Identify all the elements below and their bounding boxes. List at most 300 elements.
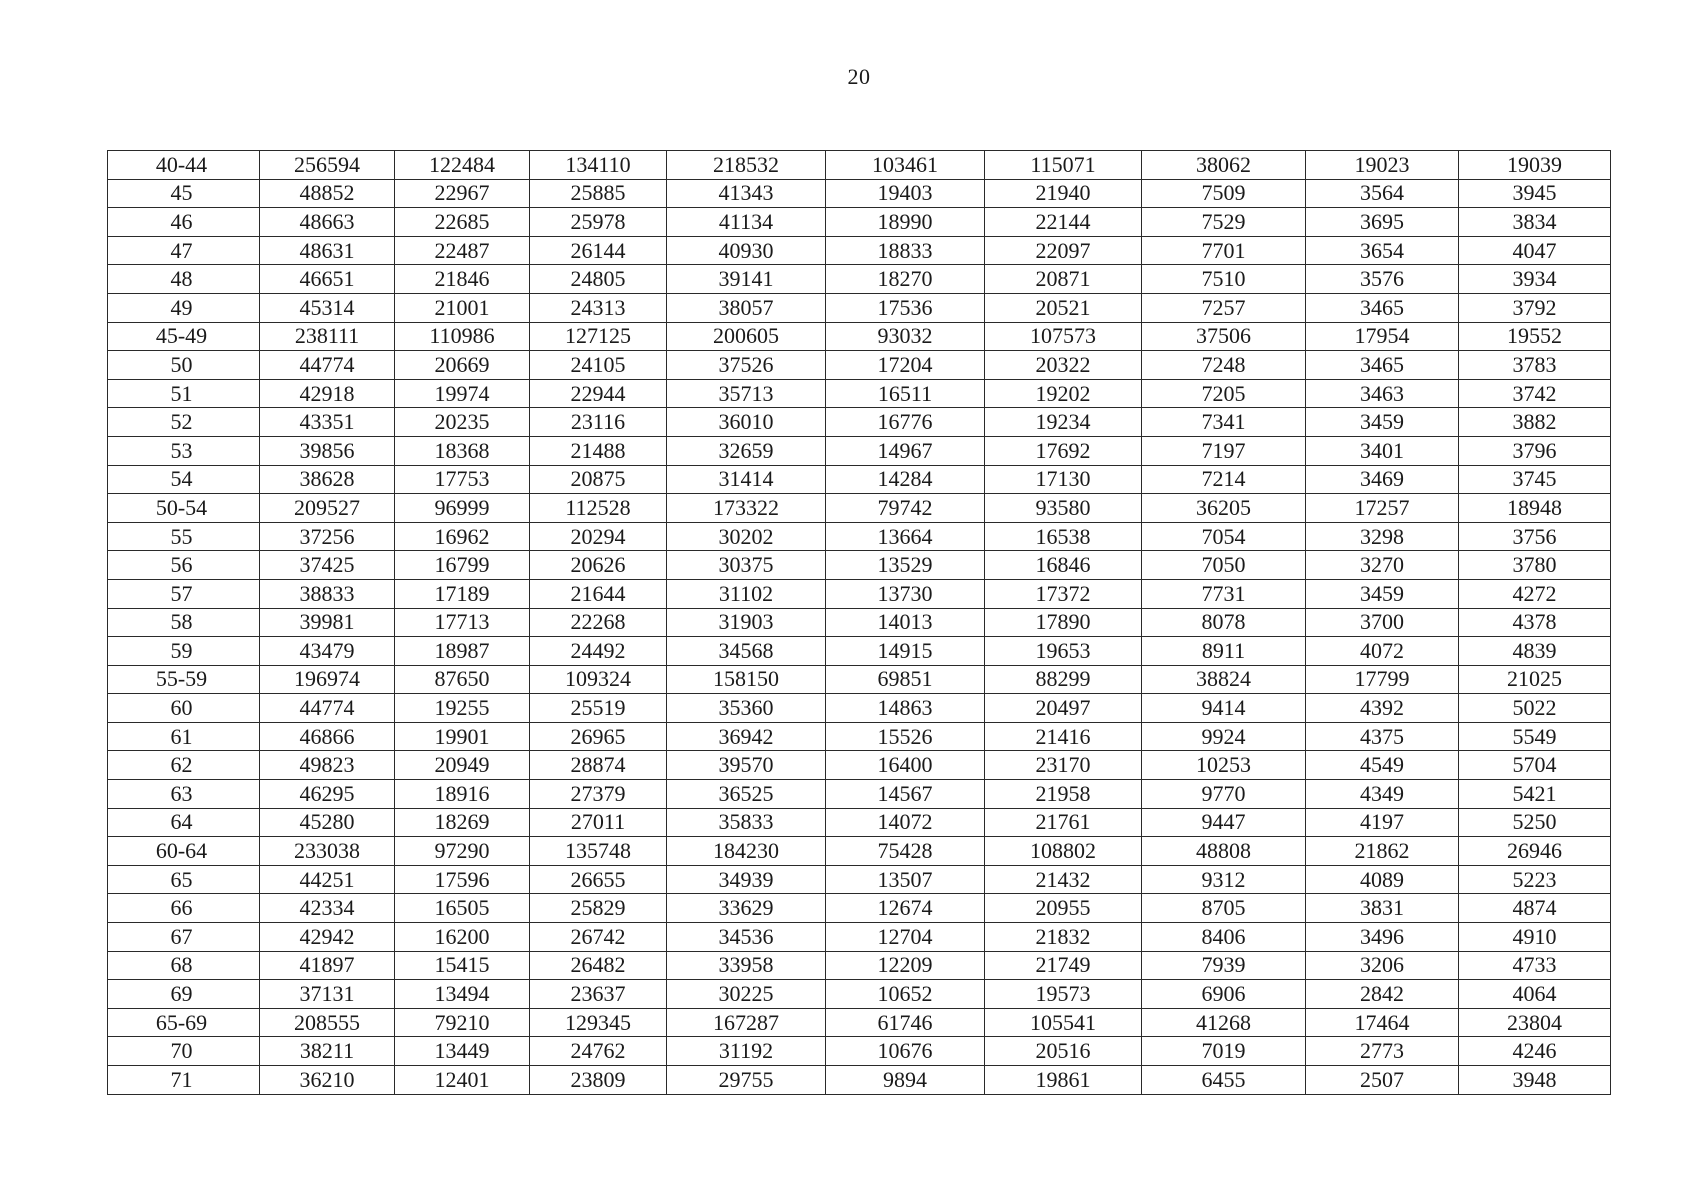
table-cell-col-8: 41268 bbox=[1142, 1008, 1306, 1037]
table-cell-col-3: 18368 bbox=[395, 436, 530, 465]
table-cell-age-group: 69 bbox=[108, 980, 260, 1009]
table-cell-col-5: 39570 bbox=[667, 751, 826, 780]
table-cell-col-3: 20235 bbox=[395, 408, 530, 437]
table-cell-col-7: 17692 bbox=[985, 436, 1142, 465]
table-cell-col-3: 110986 bbox=[395, 322, 530, 351]
table-cell-col-8: 9770 bbox=[1142, 780, 1306, 809]
table-cell-col-5: 35713 bbox=[667, 379, 826, 408]
page-number: 20 bbox=[847, 64, 871, 89]
table-cell-col-3: 16200 bbox=[395, 923, 530, 952]
table-cell-col-3: 97290 bbox=[395, 837, 530, 866]
table-cell-age-group: 65 bbox=[108, 865, 260, 894]
table-cell-col-10: 3783 bbox=[1459, 351, 1611, 380]
table-row bbox=[108, 865, 1611, 894]
table-cell-col-10: 3745 bbox=[1459, 465, 1611, 494]
table-cell-col-7: 16846 bbox=[985, 551, 1142, 580]
table-row bbox=[108, 694, 1611, 723]
table-cell-col-7: 88299 bbox=[985, 665, 1142, 694]
table-cell-col-4: 25829 bbox=[530, 894, 667, 923]
table-cell-col-4: 27011 bbox=[530, 808, 667, 837]
table-cell-col-8: 7197 bbox=[1142, 436, 1306, 465]
table-cell-col-2: 209527 bbox=[260, 494, 395, 523]
table-cell-col-9: 4349 bbox=[1306, 780, 1459, 809]
table-cell-col-6: 14863 bbox=[826, 694, 985, 723]
table-cell-col-7: 20497 bbox=[985, 694, 1142, 723]
table-cell-col-2: 45314 bbox=[260, 293, 395, 322]
table-cell-col-4: 25978 bbox=[530, 208, 667, 237]
table-cell-col-6: 16776 bbox=[826, 408, 985, 437]
table-cell-col-4: 24805 bbox=[530, 265, 667, 294]
table-cell-col-6: 93032 bbox=[826, 322, 985, 351]
table-cell-col-4: 20294 bbox=[530, 522, 667, 551]
table-cell-col-10: 4733 bbox=[1459, 951, 1611, 980]
table-cell-col-6: 15526 bbox=[826, 722, 985, 751]
table-cell-col-9: 3576 bbox=[1306, 265, 1459, 294]
table-cell-col-6: 16400 bbox=[826, 751, 985, 780]
table-cell-col-8: 6906 bbox=[1142, 980, 1306, 1009]
table-cell-col-3: 122484 bbox=[395, 151, 530, 180]
table-cell-col-3: 13494 bbox=[395, 980, 530, 1009]
table-cell-col-5: 184230 bbox=[667, 837, 826, 866]
table-cell-col-3: 96999 bbox=[395, 494, 530, 523]
table-cell-age-group: 58 bbox=[108, 608, 260, 637]
table-cell-col-3: 18987 bbox=[395, 637, 530, 666]
table-cell-col-4: 135748 bbox=[530, 837, 667, 866]
table-cell-col-4: 24313 bbox=[530, 293, 667, 322]
table-cell-col-8: 9447 bbox=[1142, 808, 1306, 837]
table-cell-col-7: 107573 bbox=[985, 322, 1142, 351]
table-cell-age-group: 70 bbox=[108, 1037, 260, 1066]
table-cell-age-group: 48 bbox=[108, 265, 260, 294]
table-cell-col-7: 17890 bbox=[985, 608, 1142, 637]
table-cell-col-8: 7019 bbox=[1142, 1037, 1306, 1066]
table-cell-age-group: 55-59 bbox=[108, 665, 260, 694]
table-cell-col-3: 87650 bbox=[395, 665, 530, 694]
table-cell-col-10: 3756 bbox=[1459, 522, 1611, 551]
table-cell-col-4: 109324 bbox=[530, 665, 667, 694]
table-cell-col-9: 3695 bbox=[1306, 208, 1459, 237]
table-cell-col-7: 20871 bbox=[985, 265, 1142, 294]
table-cell-col-10: 3882 bbox=[1459, 408, 1611, 437]
table-cell-col-9: 3463 bbox=[1306, 379, 1459, 408]
table-cell-age-group: 52 bbox=[108, 408, 260, 437]
table-cell-col-6: 13529 bbox=[826, 551, 985, 580]
table-cell-col-9: 3465 bbox=[1306, 293, 1459, 322]
table-cell-age-group: 61 bbox=[108, 722, 260, 751]
table-cell-age-group: 46 bbox=[108, 208, 260, 237]
table-row bbox=[108, 579, 1611, 608]
table-cell-col-5: 31192 bbox=[667, 1037, 826, 1066]
table-row bbox=[108, 1066, 1611, 1095]
table-cell-col-2: 256594 bbox=[260, 151, 395, 180]
table-cell-age-group: 68 bbox=[108, 951, 260, 980]
population-table bbox=[107, 150, 1611, 1095]
table-cell-col-5: 34939 bbox=[667, 865, 826, 894]
table-cell-col-4: 26965 bbox=[530, 722, 667, 751]
table-cell-col-5: 30202 bbox=[667, 522, 826, 551]
table-cell-col-10: 5421 bbox=[1459, 780, 1611, 809]
table-cell-col-7: 21832 bbox=[985, 923, 1142, 952]
table-cell-col-10: 4378 bbox=[1459, 608, 1611, 637]
table-cell-col-7: 105541 bbox=[985, 1008, 1142, 1037]
table-cell-col-2: 48663 bbox=[260, 208, 395, 237]
table-cell-age-group: 49 bbox=[108, 293, 260, 322]
table-cell-col-3: 12401 bbox=[395, 1066, 530, 1095]
table-cell-col-10: 19552 bbox=[1459, 322, 1611, 351]
table-row bbox=[108, 322, 1611, 351]
table-cell-col-5: 32659 bbox=[667, 436, 826, 465]
table-row bbox=[108, 436, 1611, 465]
table-cell-col-9: 4089 bbox=[1306, 865, 1459, 894]
table-cell-col-3: 15415 bbox=[395, 951, 530, 980]
table-cell-col-3: 17189 bbox=[395, 579, 530, 608]
table-cell-col-7: 22097 bbox=[985, 236, 1142, 265]
table-cell-col-2: 42942 bbox=[260, 923, 395, 952]
table-cell-col-3: 22967 bbox=[395, 179, 530, 208]
table-cell-age-group: 51 bbox=[108, 379, 260, 408]
table-cell-col-10: 21025 bbox=[1459, 665, 1611, 694]
table-cell-col-5: 38057 bbox=[667, 293, 826, 322]
table-cell-col-6: 75428 bbox=[826, 837, 985, 866]
table-cell-col-6: 14013 bbox=[826, 608, 985, 637]
table-row bbox=[108, 608, 1611, 637]
table-cell-col-5: 33629 bbox=[667, 894, 826, 923]
table-cell-col-2: 37256 bbox=[260, 522, 395, 551]
table-cell-col-8: 7205 bbox=[1142, 379, 1306, 408]
table-cell-col-2: 38211 bbox=[260, 1037, 395, 1066]
table-cell-col-5: 30375 bbox=[667, 551, 826, 580]
table-cell-col-7: 21416 bbox=[985, 722, 1142, 751]
table-cell-col-3: 16505 bbox=[395, 894, 530, 923]
table-cell-col-9: 3298 bbox=[1306, 522, 1459, 551]
table-cell-col-3: 16962 bbox=[395, 522, 530, 551]
table-cell-col-7: 23170 bbox=[985, 751, 1142, 780]
table-cell-col-7: 19202 bbox=[985, 379, 1142, 408]
table-cell-col-4: 26482 bbox=[530, 951, 667, 980]
table-cell-col-5: 31414 bbox=[667, 465, 826, 494]
table-cell-col-5: 35360 bbox=[667, 694, 826, 723]
table-cell-age-group: 55 bbox=[108, 522, 260, 551]
table-cell-col-2: 46295 bbox=[260, 780, 395, 809]
table-cell-col-4: 28874 bbox=[530, 751, 667, 780]
table-row bbox=[108, 265, 1611, 294]
table-cell-col-7: 21761 bbox=[985, 808, 1142, 837]
table-cell-col-7: 20322 bbox=[985, 351, 1142, 380]
table-cell-col-2: 36210 bbox=[260, 1066, 395, 1095]
table-cell-col-5: 33958 bbox=[667, 951, 826, 980]
table-cell-col-3: 22685 bbox=[395, 208, 530, 237]
table-cell-col-5: 35833 bbox=[667, 808, 826, 837]
table-cell-col-10: 3780 bbox=[1459, 551, 1611, 580]
table-cell-col-2: 46651 bbox=[260, 265, 395, 294]
table-cell-col-8: 7731 bbox=[1142, 579, 1306, 608]
table-cell-col-8: 7509 bbox=[1142, 179, 1306, 208]
table-cell-col-10: 5223 bbox=[1459, 865, 1611, 894]
table-cell-col-2: 38833 bbox=[260, 579, 395, 608]
table-cell-col-5: 41343 bbox=[667, 179, 826, 208]
table-cell-col-10: 3945 bbox=[1459, 179, 1611, 208]
table-cell-col-2: 48631 bbox=[260, 236, 395, 265]
table-cell-col-3: 19901 bbox=[395, 722, 530, 751]
table-cell-col-4: 22268 bbox=[530, 608, 667, 637]
table-cell-col-5: 31903 bbox=[667, 608, 826, 637]
table-cell-age-group: 50-54 bbox=[108, 494, 260, 523]
table-cell-col-6: 19403 bbox=[826, 179, 985, 208]
table-cell-col-3: 19974 bbox=[395, 379, 530, 408]
table-cell-col-6: 12704 bbox=[826, 923, 985, 952]
table-cell-col-7: 20521 bbox=[985, 293, 1142, 322]
table-cell-col-3: 20669 bbox=[395, 351, 530, 380]
table-cell-col-3: 17713 bbox=[395, 608, 530, 637]
table-row bbox=[108, 951, 1611, 980]
table-cell-col-7: 22144 bbox=[985, 208, 1142, 237]
table-cell-col-6: 17536 bbox=[826, 293, 985, 322]
table-cell-age-group: 71 bbox=[108, 1066, 260, 1095]
table-cell-col-10: 4910 bbox=[1459, 923, 1611, 952]
table-cell-col-5: 36010 bbox=[667, 408, 826, 437]
table-row bbox=[108, 894, 1611, 923]
table-cell-col-5: 36942 bbox=[667, 722, 826, 751]
table-cell-col-6: 103461 bbox=[826, 151, 985, 180]
table-cell-col-10: 4272 bbox=[1459, 579, 1611, 608]
table-cell-age-group: 66 bbox=[108, 894, 260, 923]
table-cell-col-8: 9312 bbox=[1142, 865, 1306, 894]
table-cell-col-7: 20955 bbox=[985, 894, 1142, 923]
table-cell-col-2: 42918 bbox=[260, 379, 395, 408]
table-cell-col-5: 30225 bbox=[667, 980, 826, 1009]
table-cell-age-group: 50 bbox=[108, 351, 260, 380]
table-cell-col-3: 79210 bbox=[395, 1008, 530, 1037]
table-cell-col-5: 34536 bbox=[667, 923, 826, 952]
table-cell-col-8: 36205 bbox=[1142, 494, 1306, 523]
table-cell-col-4: 26144 bbox=[530, 236, 667, 265]
table-cell-col-2: 233038 bbox=[260, 837, 395, 866]
table-cell-col-2: 43351 bbox=[260, 408, 395, 437]
table-cell-col-4: 20626 bbox=[530, 551, 667, 580]
table-cell-col-2: 39981 bbox=[260, 608, 395, 637]
table-row bbox=[108, 722, 1611, 751]
table-cell-col-4: 21488 bbox=[530, 436, 667, 465]
table-cell-col-8: 7257 bbox=[1142, 293, 1306, 322]
table-cell-col-9: 4197 bbox=[1306, 808, 1459, 837]
table-cell-col-8: 9414 bbox=[1142, 694, 1306, 723]
table-row bbox=[108, 637, 1611, 666]
table-row bbox=[108, 236, 1611, 265]
table-row bbox=[108, 551, 1611, 580]
table-cell-col-4: 24105 bbox=[530, 351, 667, 380]
table-cell-col-4: 23116 bbox=[530, 408, 667, 437]
table-cell-col-9: 19023 bbox=[1306, 151, 1459, 180]
table-row bbox=[108, 665, 1611, 694]
table-cell-col-2: 46866 bbox=[260, 722, 395, 751]
table-row bbox=[108, 751, 1611, 780]
table-cell-col-4: 112528 bbox=[530, 494, 667, 523]
table-cell-col-9: 3831 bbox=[1306, 894, 1459, 923]
table-cell-col-8: 8406 bbox=[1142, 923, 1306, 952]
table-cell-col-6: 12674 bbox=[826, 894, 985, 923]
table-cell-col-7: 16538 bbox=[985, 522, 1142, 551]
table-cell-col-5: 34568 bbox=[667, 637, 826, 666]
table-cell-age-group: 53 bbox=[108, 436, 260, 465]
table-cell-col-10: 18948 bbox=[1459, 494, 1611, 523]
table-cell-col-7: 20516 bbox=[985, 1037, 1142, 1066]
table-cell-col-6: 14284 bbox=[826, 465, 985, 494]
table-row bbox=[108, 208, 1611, 237]
table-cell-col-10: 5704 bbox=[1459, 751, 1611, 780]
table-cell-col-2: 48852 bbox=[260, 179, 395, 208]
table-cell-age-group: 47 bbox=[108, 236, 260, 265]
table-cell-col-9: 4072 bbox=[1306, 637, 1459, 666]
table-cell-col-10: 3948 bbox=[1459, 1066, 1611, 1095]
table-cell-col-8: 10253 bbox=[1142, 751, 1306, 780]
table-cell-col-7: 19653 bbox=[985, 637, 1142, 666]
table-cell-col-10: 19039 bbox=[1459, 151, 1611, 180]
table-cell-col-10: 26946 bbox=[1459, 837, 1611, 866]
table-cell-col-6: 18833 bbox=[826, 236, 985, 265]
table-cell-col-6: 12209 bbox=[826, 951, 985, 980]
table-cell-col-10: 4064 bbox=[1459, 980, 1611, 1009]
table-cell-col-8: 7341 bbox=[1142, 408, 1306, 437]
table-cell-col-8: 8911 bbox=[1142, 637, 1306, 666]
table-row bbox=[108, 1008, 1611, 1037]
table-cell-col-8: 7214 bbox=[1142, 465, 1306, 494]
table-cell-col-2: 43479 bbox=[260, 637, 395, 666]
table-cell-col-7: 19573 bbox=[985, 980, 1142, 1009]
table-cell-age-group: 64 bbox=[108, 808, 260, 837]
table-cell-col-8: 38062 bbox=[1142, 151, 1306, 180]
table-cell-col-6: 14915 bbox=[826, 637, 985, 666]
table-cell-col-8: 7054 bbox=[1142, 522, 1306, 551]
table-cell-col-9: 17464 bbox=[1306, 1008, 1459, 1037]
table-cell-col-9: 3469 bbox=[1306, 465, 1459, 494]
table-cell-col-8: 48808 bbox=[1142, 837, 1306, 866]
table-cell-col-9: 3564 bbox=[1306, 179, 1459, 208]
table-cell-col-7: 19234 bbox=[985, 408, 1142, 437]
table-cell-col-5: 218532 bbox=[667, 151, 826, 180]
table-cell-col-4: 22944 bbox=[530, 379, 667, 408]
table-cell-col-5: 167287 bbox=[667, 1008, 826, 1037]
table-cell-col-2: 238111 bbox=[260, 322, 395, 351]
table-cell-col-4: 26742 bbox=[530, 923, 667, 952]
table-cell-col-10: 5549 bbox=[1459, 722, 1611, 751]
table-row bbox=[108, 808, 1611, 837]
table-cell-col-2: 44774 bbox=[260, 694, 395, 723]
table-row bbox=[108, 1037, 1611, 1066]
table-cell-col-5: 158150 bbox=[667, 665, 826, 694]
table-cell-col-3: 22487 bbox=[395, 236, 530, 265]
table-cell-col-4: 21644 bbox=[530, 579, 667, 608]
table-cell-col-2: 39856 bbox=[260, 436, 395, 465]
table-cell-col-7: 93580 bbox=[985, 494, 1142, 523]
table-cell-col-3: 21001 bbox=[395, 293, 530, 322]
table-cell-col-7: 21958 bbox=[985, 780, 1142, 809]
table-cell-col-10: 23804 bbox=[1459, 1008, 1611, 1037]
table-cell-col-9: 17954 bbox=[1306, 322, 1459, 351]
table-cell-col-4: 25885 bbox=[530, 179, 667, 208]
table-cell-col-7: 115071 bbox=[985, 151, 1142, 180]
table-cell-col-2: 42334 bbox=[260, 894, 395, 923]
table-cell-col-8: 7248 bbox=[1142, 351, 1306, 380]
table-cell-col-2: 37425 bbox=[260, 551, 395, 580]
table-cell-col-3: 17596 bbox=[395, 865, 530, 894]
table-cell-col-8: 7701 bbox=[1142, 236, 1306, 265]
table-cell-age-group: 57 bbox=[108, 579, 260, 608]
table-cell-col-6: 9894 bbox=[826, 1066, 985, 1095]
table-cell-col-9: 4549 bbox=[1306, 751, 1459, 780]
table-cell-col-9: 3401 bbox=[1306, 436, 1459, 465]
table-cell-col-2: 208555 bbox=[260, 1008, 395, 1037]
table-cell-col-9: 4392 bbox=[1306, 694, 1459, 723]
table-cell-col-6: 18990 bbox=[826, 208, 985, 237]
table-cell-col-5: 31102 bbox=[667, 579, 826, 608]
table-cell-age-group: 60 bbox=[108, 694, 260, 723]
table-cell-col-7: 21432 bbox=[985, 865, 1142, 894]
table-cell-age-group: 59 bbox=[108, 637, 260, 666]
table-cell-col-3: 17753 bbox=[395, 465, 530, 494]
table-row bbox=[108, 179, 1611, 208]
table-cell-col-8: 7529 bbox=[1142, 208, 1306, 237]
table-cell-col-3: 18269 bbox=[395, 808, 530, 837]
table-cell-col-6: 14072 bbox=[826, 808, 985, 837]
table-cell-age-group: 54 bbox=[108, 465, 260, 494]
table-cell-col-10: 4246 bbox=[1459, 1037, 1611, 1066]
table-row bbox=[108, 379, 1611, 408]
table-cell-col-8: 38824 bbox=[1142, 665, 1306, 694]
table-row bbox=[108, 837, 1611, 866]
table-cell-col-9: 2773 bbox=[1306, 1037, 1459, 1066]
table-cell-col-4: 134110 bbox=[530, 151, 667, 180]
table-cell-col-5: 41134 bbox=[667, 208, 826, 237]
table-cell-col-3: 21846 bbox=[395, 265, 530, 294]
table-cell-col-2: 44774 bbox=[260, 351, 395, 380]
table-cell-col-9: 3459 bbox=[1306, 408, 1459, 437]
table-cell-col-8: 37506 bbox=[1142, 322, 1306, 351]
table-cell-col-4: 129345 bbox=[530, 1008, 667, 1037]
table-cell-col-8: 9924 bbox=[1142, 722, 1306, 751]
table-cell-col-9: 3700 bbox=[1306, 608, 1459, 637]
table-cell-col-4: 24492 bbox=[530, 637, 667, 666]
table-row bbox=[108, 151, 1611, 180]
table-cell-col-6: 16511 bbox=[826, 379, 985, 408]
table-cell-col-3: 20949 bbox=[395, 751, 530, 780]
table-cell-col-6: 10652 bbox=[826, 980, 985, 1009]
table-cell-age-group: 62 bbox=[108, 751, 260, 780]
table-cell-col-4: 20875 bbox=[530, 465, 667, 494]
table-cell-col-6: 17204 bbox=[826, 351, 985, 380]
table-cell-col-9: 3206 bbox=[1306, 951, 1459, 980]
table-cell-col-5: 37526 bbox=[667, 351, 826, 380]
table-cell-col-9: 4375 bbox=[1306, 722, 1459, 751]
table-cell-col-5: 29755 bbox=[667, 1066, 826, 1095]
table-cell-age-group: 60-64 bbox=[108, 837, 260, 866]
table-cell-col-10: 3796 bbox=[1459, 436, 1611, 465]
table-cell-col-8: 7510 bbox=[1142, 265, 1306, 294]
table-cell-col-5: 40930 bbox=[667, 236, 826, 265]
table-cell-col-8: 6455 bbox=[1142, 1066, 1306, 1095]
table-cell-col-9: 2507 bbox=[1306, 1066, 1459, 1095]
table-cell-col-7: 21749 bbox=[985, 951, 1142, 980]
table-cell-col-6: 69851 bbox=[826, 665, 985, 694]
table-cell-col-10: 5250 bbox=[1459, 808, 1611, 837]
table-cell-col-7: 19861 bbox=[985, 1066, 1142, 1095]
table-cell-col-10: 4839 bbox=[1459, 637, 1611, 666]
table-cell-col-9: 3496 bbox=[1306, 923, 1459, 952]
table-cell-age-group: 56 bbox=[108, 551, 260, 580]
table-cell-col-3: 19255 bbox=[395, 694, 530, 723]
table-cell-col-9: 3465 bbox=[1306, 351, 1459, 380]
table-cell-col-8: 7050 bbox=[1142, 551, 1306, 580]
table-cell-col-4: 127125 bbox=[530, 322, 667, 351]
